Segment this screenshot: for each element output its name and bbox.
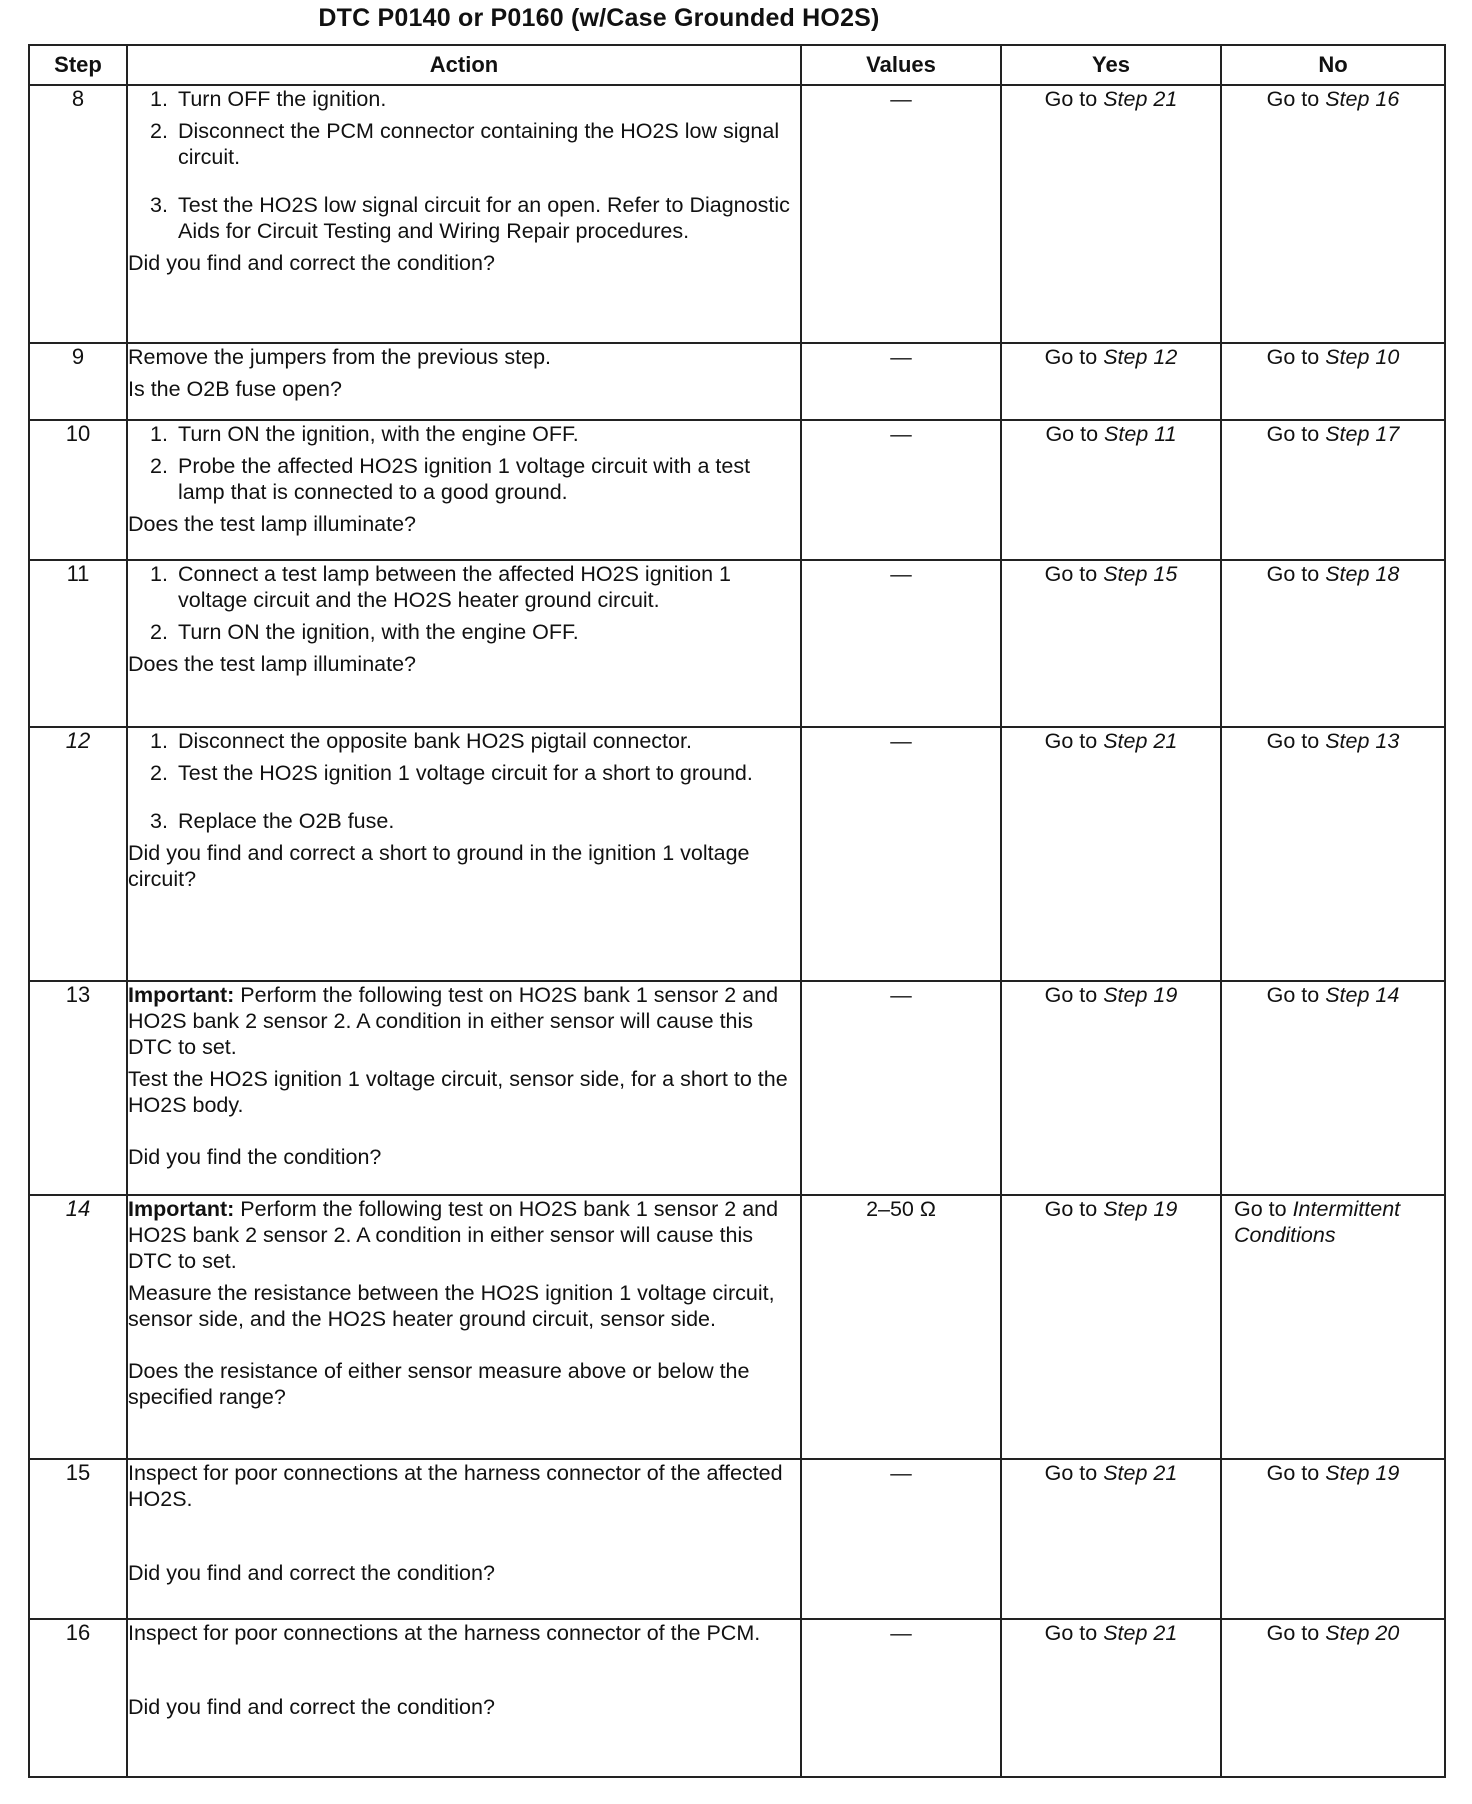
no-step-link: Step 19 — [1325, 1461, 1400, 1485]
action-item: 1. Disconnect the opposite bank HO2S pigtail connector. — [150, 729, 692, 753]
yes-step-link: Step 19 — [1103, 983, 1178, 1007]
yes-cell: Go to Step 15 — [1001, 560, 1221, 727]
table-row — [29, 1195, 1445, 1459]
value-cell: — — [801, 85, 1001, 343]
action-item: 3. Replace the O2B fuse. — [150, 809, 395, 833]
header-step: Step — [29, 45, 127, 85]
yes-cell: Go to Step 19 — [1001, 1195, 1221, 1459]
action-cell — [127, 560, 801, 727]
value-cell: — — [801, 560, 1001, 727]
action-text: Inspect for poor connections at the harness connector of the affected HO2S. — [128, 1461, 783, 1511]
action-item: 3. Test the HO2S low signal circuit for an open. Refer to Diagnostic Aids for Circuit Testing and Wiring Repair procedures. — [150, 193, 790, 243]
yes-cell: Go to Step 21 — [1001, 85, 1221, 343]
yes-step-link: Step 21 — [1103, 87, 1178, 111]
yes-cell: Go to Step 12 — [1001, 343, 1221, 420]
step-number: 11 — [29, 560, 127, 727]
no-cell: Go to Step 17 — [1221, 420, 1445, 560]
action-cell — [127, 1619, 801, 1777]
no-step-link: Intermittent Conditions — [1234, 1197, 1401, 1247]
step-number: 10 — [29, 420, 127, 560]
action-item: 1. Turn ON the ignition, with the engine OFF. — [150, 422, 579, 446]
action-question: Did you find and correct the condition? — [128, 1561, 495, 1585]
yes-step-link: Step 21 — [1103, 1461, 1178, 1485]
action-text: Inspect for poor connections at the harness connector of the PCM. — [128, 1621, 761, 1645]
step-number: 9 — [29, 343, 127, 420]
no-step-link: Step 17 — [1325, 422, 1400, 446]
action-list — [128, 421, 800, 505]
action-cell — [127, 1459, 801, 1619]
no-step-link: Step 13 — [1325, 729, 1400, 753]
no-step-link: Step 18 — [1325, 562, 1400, 586]
diagnostic-table — [28, 44, 1446, 1778]
step-number: 12 — [29, 727, 127, 981]
step-number: 13 — [29, 981, 127, 1195]
important-label: Important: — [128, 983, 235, 1007]
value-cell: — — [801, 981, 1001, 1195]
value-cell: 2–50 Ω — [801, 1195, 1001, 1459]
step-number: 14 — [29, 1195, 127, 1459]
yes-step-link: Step 21 — [1103, 729, 1178, 753]
action-cell — [127, 1195, 801, 1459]
yes-cell: Go to Step 21 — [1001, 1459, 1221, 1619]
no-cell: Go to Step 10 — [1221, 343, 1445, 420]
action-question: Does the test lamp illuminate? — [128, 512, 417, 536]
yes-step-link: Step 12 — [1103, 345, 1178, 369]
action-text: Test the HO2S ignition 1 voltage circuit, sensor side, for a short to the HO2S body. — [128, 1067, 788, 1117]
action-item: 2. Probe the affected HO2S ignition 1 voltage circuit with a test lamp that is connected to a good ground. — [150, 454, 751, 504]
action-list — [128, 561, 800, 645]
yes-cell: Go to Step 21 — [1001, 727, 1221, 981]
action-cell — [127, 981, 801, 1195]
no-cell: Go to Step 18 — [1221, 560, 1445, 727]
action-item: 2. Test the HO2S ignition 1 voltage circuit for a short to ground. — [150, 761, 753, 785]
important-note: Important: Perform the following test on HO2S bank 1 sensor 2 and HO2S bank 2 sensor 2. A condition in either sensor will cause this DTC to set. — [128, 983, 779, 1059]
yes-step-link: Step 19 — [1103, 1197, 1178, 1221]
step-number: 8 — [29, 85, 127, 343]
header-action: Action — [127, 45, 801, 85]
value-cell: — — [801, 420, 1001, 560]
table-row — [29, 85, 1445, 343]
page-title: DTC P0140 or P0160 (w/Case Grounded HO2S) — [318, 4, 880, 32]
table-row — [29, 1459, 1445, 1619]
header-values: Values — [801, 45, 1001, 85]
no-step-link: Step 10 — [1325, 345, 1400, 369]
table-row — [29, 981, 1445, 1195]
header-row — [29, 45, 1445, 85]
action-text: Remove the jumpers from the previous step. — [128, 345, 552, 369]
no-step-link: Step 16 — [1325, 87, 1400, 111]
action-item: 2. Turn ON the ignition, with the engine OFF. — [150, 620, 579, 644]
table-row — [29, 560, 1445, 727]
action-question: Did you find the condition? — [128, 1145, 382, 1169]
value-cell: — — [801, 727, 1001, 981]
header-no: No — [1221, 45, 1445, 85]
action-list — [128, 86, 800, 244]
table-row — [29, 420, 1445, 560]
table-row — [29, 343, 1445, 420]
no-cell: Go to Intermittent Conditions — [1221, 1195, 1445, 1459]
important-note: Important: Perform the following test on HO2S bank 1 sensor 2 and HO2S bank 2 sensor 2. A condition in either sensor will cause this DTC to set. — [128, 1197, 779, 1273]
action-question: Did you find and correct the condition? — [128, 1695, 495, 1719]
header-yes: Yes — [1001, 45, 1221, 85]
action-question: Did you find and correct the condition? — [128, 251, 495, 275]
action-question: Does the test lamp illuminate? — [128, 652, 417, 676]
yes-cell: Go to Step 21 — [1001, 1619, 1221, 1777]
yes-step-link: Step 11 — [1104, 422, 1177, 446]
action-cell — [127, 727, 801, 981]
action-item: 1. Turn OFF the ignition. — [150, 87, 387, 111]
step-number: 15 — [29, 1459, 127, 1619]
step-number: 16 — [29, 1619, 127, 1777]
no-cell: Go to Step 16 — [1221, 85, 1445, 343]
important-label: Important: — [128, 1197, 235, 1221]
no-cell: Go to Step 20 — [1221, 1619, 1445, 1777]
action-question: Is the O2B fuse open? — [128, 377, 342, 401]
no-step-link: Step 20 — [1325, 1621, 1400, 1645]
action-question: Does the resistance of either sensor measure above or below the specified range? — [128, 1359, 750, 1409]
action-cell — [127, 85, 801, 343]
table-row — [29, 1619, 1445, 1777]
no-cell: Go to Step 19 — [1221, 1459, 1445, 1619]
action-cell — [127, 343, 801, 420]
action-question: Did you find and correct a short to ground in the ignition 1 voltage circuit? — [128, 841, 750, 891]
action-cell — [127, 420, 801, 560]
no-cell: Go to Step 14 — [1221, 981, 1445, 1195]
table-row — [29, 727, 1445, 981]
action-item: 2. Disconnect the PCM connector containing the HO2S low signal circuit. — [150, 119, 780, 169]
no-cell: Go to Step 13 — [1221, 727, 1445, 981]
action-item: 1. Connect a test lamp between the affected HO2S ignition 1 voltage circuit and the HO2S heater ground circuit. — [150, 562, 731, 612]
value-cell: — — [801, 343, 1001, 420]
action-list — [128, 728, 800, 834]
value-cell: — — [801, 1619, 1001, 1777]
yes-cell: Go to Step 19 — [1001, 981, 1221, 1195]
yes-step-link: Step 15 — [1103, 562, 1178, 586]
no-step-link: Step 14 — [1325, 983, 1400, 1007]
action-text: Measure the resistance between the HO2S ignition 1 voltage circuit, sensor side, and the HO2S heater ground circuit, sensor side. — [128, 1281, 775, 1331]
yes-step-link: Step 21 — [1103, 1621, 1178, 1645]
value-cell: — — [801, 1459, 1001, 1619]
yes-cell: Go to Step 11 — [1001, 420, 1221, 560]
